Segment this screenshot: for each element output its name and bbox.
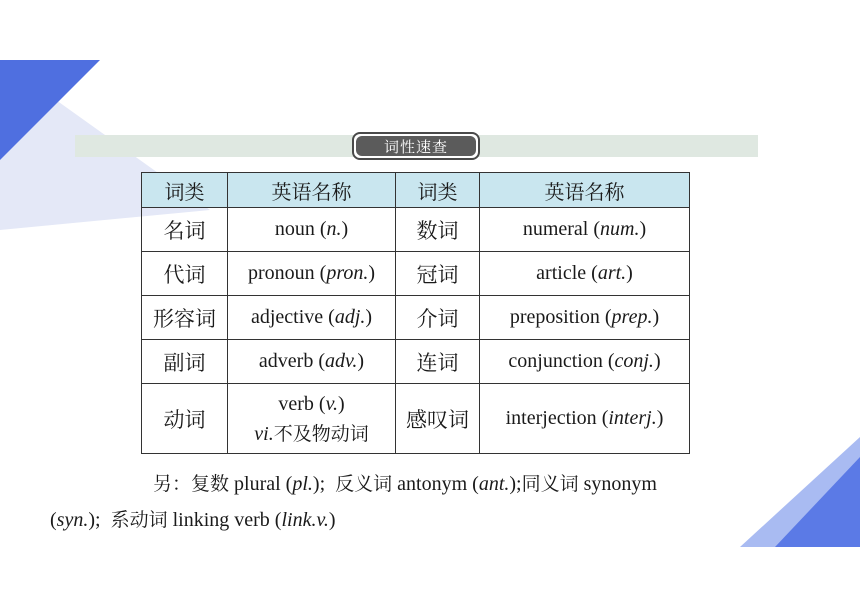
en-term: numeral (num.)	[480, 208, 690, 252]
cn-term: 形容词	[142, 296, 228, 340]
title-badge	[352, 132, 480, 160]
cn-term: 副词	[142, 340, 228, 384]
cn-term: 数词	[396, 208, 480, 252]
header-cell: 英语名称	[228, 173, 396, 208]
footnote-line-1: 另：复数 plural (pl.); 反义词 antonym (ant.);同义词 synonym	[153, 473, 657, 495]
en-term: verb (v.) vi.不及物动词	[228, 384, 396, 454]
cn-term: 代词	[142, 252, 228, 296]
en-term: conjunction (conj.)	[480, 340, 690, 384]
cn-term: 动词	[142, 384, 228, 454]
page-title: 词性速查	[356, 136, 476, 156]
header-cell: 英语名称	[480, 173, 690, 208]
en-term: interjection (interj.)	[480, 384, 690, 454]
table-row	[142, 340, 690, 384]
table-header-row	[142, 173, 690, 208]
table-row	[142, 384, 690, 454]
cn-term: 感叹词	[396, 384, 480, 454]
en-term: noun (n.)	[228, 208, 396, 252]
table-row	[142, 296, 690, 340]
cn-term: 冠词	[396, 252, 480, 296]
table-row	[142, 208, 690, 252]
en-term: preposition (prep.)	[480, 296, 690, 340]
footnote-line-2: (syn.); 系动词 linking verb (link.v.)	[50, 509, 336, 531]
footnote	[50, 466, 790, 538]
header-cell: 词类	[142, 173, 228, 208]
en-term: adverb (adv.)	[228, 340, 396, 384]
cn-term: 名词	[142, 208, 228, 252]
en-term: adjective (adj.)	[228, 296, 396, 340]
en-term: article (art.)	[480, 252, 690, 296]
table-row	[142, 252, 690, 296]
cn-term: 连词	[396, 340, 480, 384]
en-term: pronoun (pron.)	[228, 252, 396, 296]
cn-term: 介词	[396, 296, 480, 340]
parts-of-speech-table	[141, 172, 690, 454]
header-cell: 词类	[396, 173, 480, 208]
